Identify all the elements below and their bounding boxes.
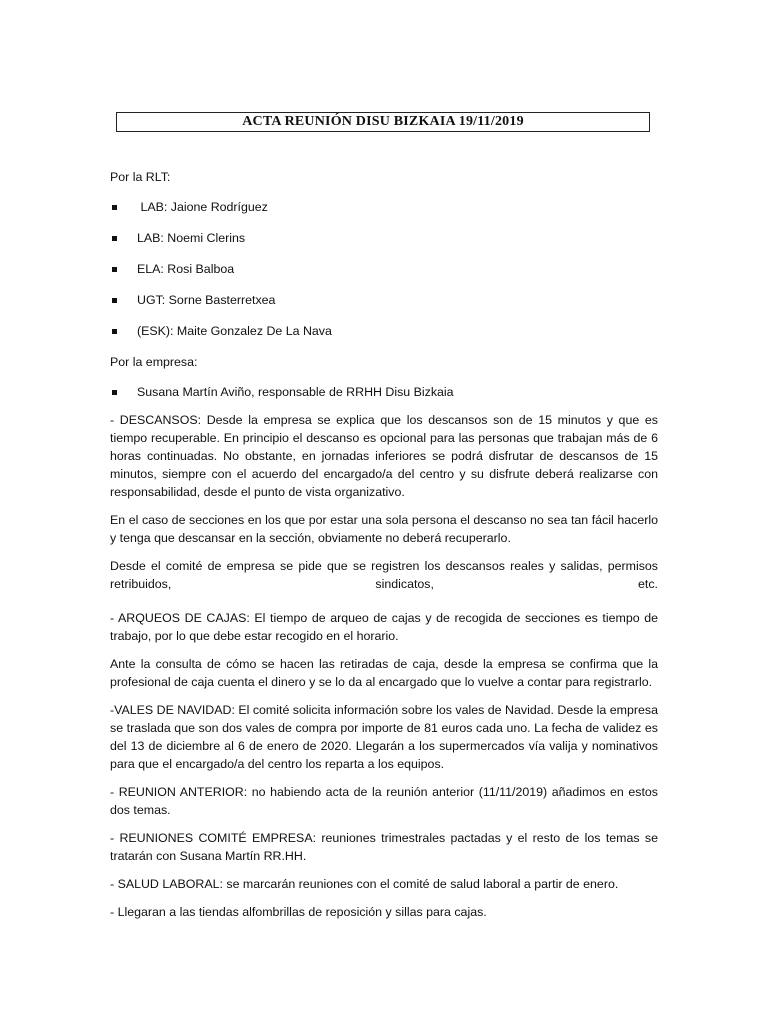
member-name: UGT: Sorne Basterretxea <box>137 293 276 307</box>
rlt-heading: Por la RLT: <box>110 170 171 184</box>
paragraph-alfombrillas: - Llegaran a las tiendas alfombrillas de reposición y sillas para cajas. <box>110 905 487 919</box>
list-item <box>110 383 658 401</box>
paragraph-reuniones-comite: - REUNIONES COMITÉ EMPRESA: reuniones trimestrales pactadas y el resto de los temas se tratarán con Susana Martín RR.HH. <box>110 831 658 863</box>
list-item <box>110 322 658 340</box>
bullet-square-icon <box>112 205 117 210</box>
member-name: ELA: Rosi Balboa <box>137 262 235 276</box>
paragraph-salud-laboral: - SALUD LABORAL: se marcarán reuniones con el comité de salud laboral a partir de enero. <box>110 877 619 891</box>
bullet-square-icon <box>112 390 117 395</box>
list-item <box>110 260 658 278</box>
member-name: LAB: Jaione Rodríguez <box>137 200 268 214</box>
rlt-member-list <box>110 198 658 340</box>
paragraph-retiradas: Ante la consulta de cómo se hacen las retiradas de caja, desde la empresa se confirma que la profesional de caja cuenta el dinero y se lo da al encargado que lo vuelve a contar para registrarlo. <box>110 657 658 689</box>
empresa-heading: Por la empresa: <box>110 355 198 369</box>
bullet-square-icon <box>112 236 117 241</box>
member-name: Susana Martín Aviño, responsable de RRHH Disu Bizkaia <box>137 385 454 399</box>
list-item <box>110 229 658 247</box>
empresa-member-list <box>110 383 658 401</box>
bullet-square-icon <box>112 329 117 334</box>
paragraph-reunion-anterior: - REUNION ANTERIOR: no habiendo acta de la reunión anterior (11/11/2019) añadimos en estos dos temas. <box>110 785 658 817</box>
bullet-square-icon <box>112 298 117 303</box>
document-title: ACTA REUNIÓN DISU BIZKAIA 19/11/2019 <box>116 112 650 132</box>
member-name: (ESK): Maite Gonzalez De La Nava <box>137 324 332 338</box>
paragraph-comite-registro: Desde el comité de empresa se pide que se registren los descansos reales y salidas, permisos retribuidos, sindicatos, etc. <box>110 559 658 591</box>
document-body <box>110 168 658 931</box>
member-name: LAB: Noemi Clerins <box>137 231 246 245</box>
list-item <box>110 291 658 309</box>
paragraph-descansos: - DESCANSOS: Desde la empresa se explica que los descansos son de 15 minutos y que es tiempo recuperable. En principio el descanso es opcional para las personas que trabajan más de 6 horas continuadas. No obstante, en jornadas inferiores se podrá disfrutar de descansos de 15 minutos, siempre con el acuerdo del encargado/a del centro y su disfrute deberá realizarse con responsabilidad, desde el punto de vista organizativo. <box>110 413 658 499</box>
bullet-square-icon <box>112 267 117 272</box>
paragraph-vales-navidad: -VALES DE NAVIDAD: El comité solicita información sobre los vales de Navidad. Desde la empresa se traslada que son dos vales de compra por importe de 81 euros cada uno. La fecha de validez es del 13 de diciembre al 6 de enero de 2020. Llegarán a los supermercados vía valija y nominativos para que el encargado/a del centro los reparta a los equipos. <box>110 703 658 771</box>
paragraph-secciones: En el caso de secciones en los que por estar una sola persona el descanso no sea tan fácil hacerlo y tenga que descansar en la sección, obviamente no deberá recuperarlo. <box>110 513 658 545</box>
paragraph-arqueos: - ARQUEOS DE CAJAS: El tiempo de arqueo de cajas y de recogida de secciones es tiempo de trabajo, por lo que debe estar recogido en el horario. <box>110 611 658 643</box>
list-item <box>110 198 658 216</box>
